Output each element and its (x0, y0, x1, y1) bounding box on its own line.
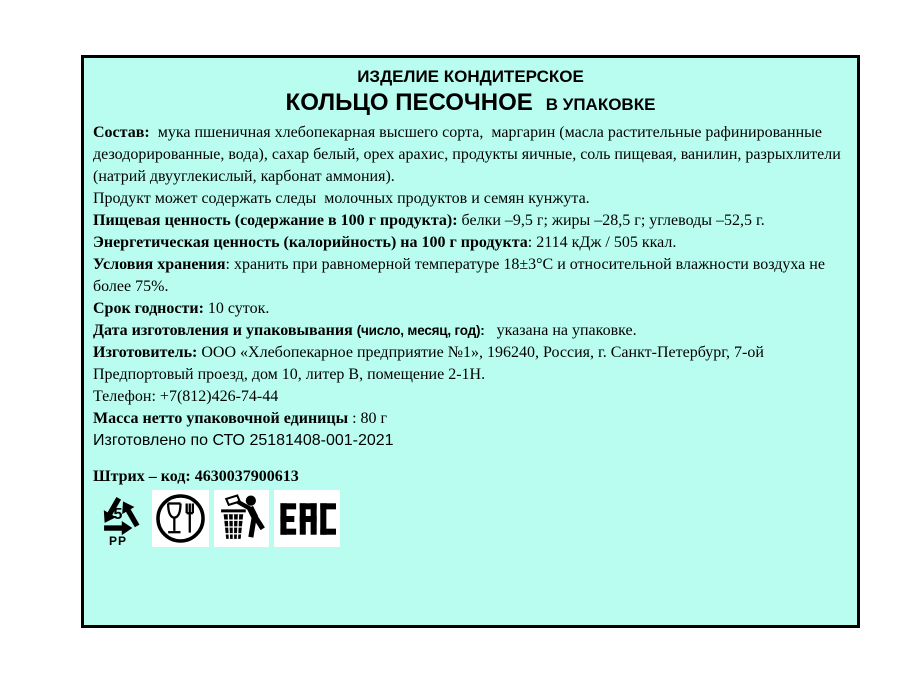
net-weight-label: Масса нетто упаковочной единицы (93, 410, 349, 427)
shelf-life-text: 10 суток. (203, 300, 270, 317)
storage-label: Условия хранения (93, 256, 226, 273)
packaging-icons-row (93, 490, 848, 548)
shelf-life-line (93, 298, 848, 320)
product-label (81, 55, 860, 628)
barcode-text: Штрих – код: 4630037900613 (93, 468, 299, 485)
tidyman-figure-icon (216, 492, 267, 545)
energy-line (93, 232, 848, 254)
eac-letters-icon (278, 497, 336, 541)
category-heading: ИЗДЕЛИЕ КОНДИТЕРСКОЕ (357, 67, 584, 86)
recycling-material-code: PP (108, 534, 127, 548)
net-weight-line (93, 408, 848, 430)
eac-mark-icon (274, 490, 340, 547)
manufacturer-text: ООО «Хлебопекарное предприятие №1», 196240, Россия, г. Санкт-Петербург, 7-ой Предпортовый проезд, дом 10, литер В, помещение 2-1Н. (93, 344, 768, 383)
composition-label: Состав: (93, 124, 150, 141)
composition-line (93, 122, 848, 188)
manufacturer-line (93, 342, 848, 386)
production-date-text: указана на упаковке. (484, 322, 637, 339)
energy-label: Энергетическая ценность (калорийность) на 100 г продукта (93, 234, 528, 251)
production-date-sublabel: (число, месяц, год): (356, 323, 485, 338)
nutrition-line (93, 210, 848, 232)
production-date-line (93, 320, 848, 342)
standard-line: Изготовлено по СТО 25181408-001-2021 (93, 432, 394, 449)
shelf-life-label: Срок годности: (93, 300, 204, 317)
recycling-pp5-icon (93, 490, 147, 548)
recycling-number: 5 (113, 506, 123, 523)
composition-text: мука пшеничная хлебопекарная высшего сорта, маргарин (масла растительные рафинированные дезодорированные, вода), сахар белый, орех арахис, продукты яичные, соль пищевая, ванилин, разрыхлители (натрий двууглекислый, карбонат аммония). (93, 124, 845, 185)
product-name-heading (93, 88, 848, 120)
barcode-line (93, 466, 848, 488)
phone-line: Телефон: +7(812)426-74-44 (93, 388, 279, 405)
storage-text: : хранить при равномерной температуре 18±3°С и относительной влажности воздуха не более 75%. (93, 256, 829, 295)
energy-values: : 2114 кДж / 505 ккал. (527, 234, 677, 251)
packaging-note: В УПАКОВКЕ (545, 95, 656, 114)
allergen-note: Продукт может содержать следы молочных продуктов и семян кунжута. (93, 190, 590, 207)
manufacturer-label: Изготовитель: (93, 344, 198, 361)
tidyman-icon (214, 490, 269, 547)
nutrition-values: белки –9,5 г; жиры –28,5 г; углеводы –52,5 г. (457, 212, 765, 229)
food-safe-icon (152, 490, 209, 547)
glass-fork-icon (154, 492, 207, 545)
product-name: КОЛЬЦО ПЕСОЧНОЕ (285, 89, 533, 116)
net-weight-value: : 80 г (348, 410, 388, 427)
nutrition-label: Пищевая ценность (содержание в 100 г продукта): (93, 212, 458, 229)
production-date-label: Дата изготовления и упаковывания (93, 322, 357, 339)
storage-line (93, 254, 848, 298)
